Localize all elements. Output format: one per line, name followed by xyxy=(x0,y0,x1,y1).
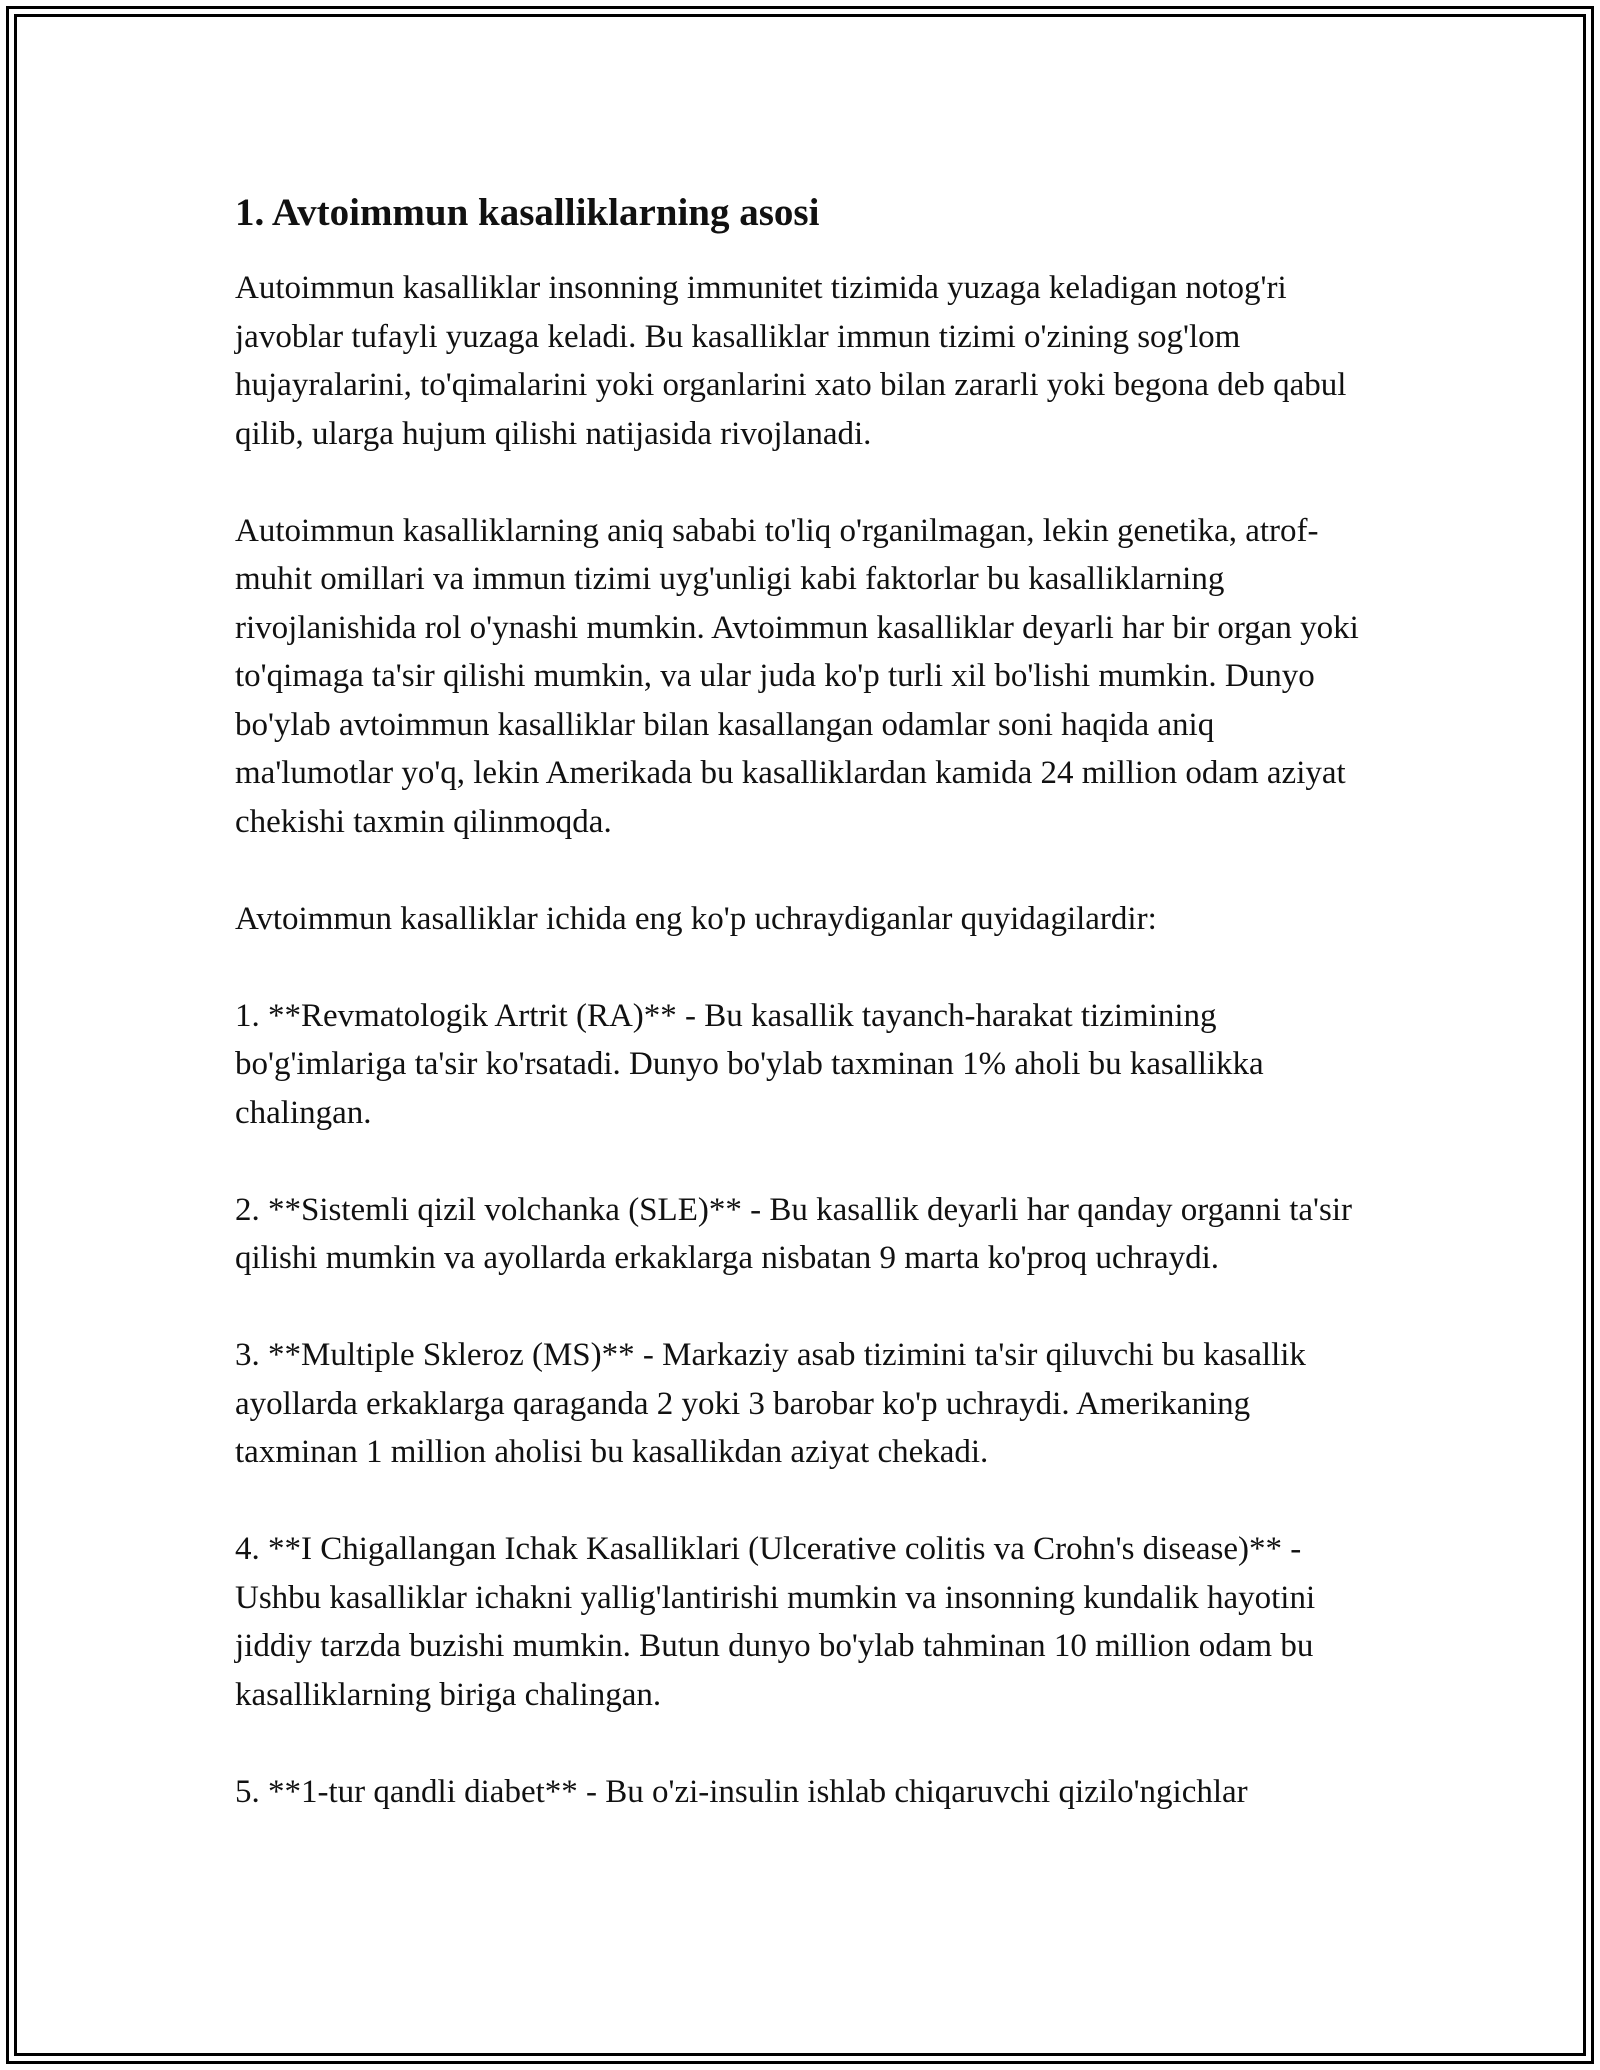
list-item-ra: 1. **Revmatologik Artrit (RA)** - Bu kasallik tayanch-harakat tizimining bo'g'imlariga ta'sir ko'rsatadi. Dunyo bo'ylab taxminan 1% aholi bu kasallikka chalingan. xyxy=(235,997,1264,1131)
paragraph-intro: Autoimmun kasalliklar insonning immunitet tizimida yuzaga keladigan notog'ri javoblar tufayli yuzaga keladi. Bu kasalliklar immun tizimi o'zining sog'lom hujayralarini, to'qimalarini yoki organlarini xato bilan zararli yoki begona deb qabul qilib, ularga hujum qilishi natijasida rivojlanadi. xyxy=(235,270,1347,452)
document-body xyxy=(235,188,1375,1816)
paragraph-list-intro: Avtoimmun kasalliklar ichida eng ko'p uchraydiganlar quyidagilardir: xyxy=(235,900,1157,937)
paragraph-causes: Autoimmun kasalliklarning aniq sababi to'liq o'rganilmagan, lekin genetika, atrof-muhit omillari va immun tizimi uyg'unligi kabi faktorlar bu kasalliklarning rivojlanishida rol o'ynashi mumkin. Avtoimmun kasalliklar deyarli har bir organ yoki to'qimaga ta'sir qilishi mumkin, va ular juda ko'p turli xil bo'lishi mumkin. Dunyo bo'ylab avtoimmun kasalliklar bilan kasallangan odamlar soni haqida aniq ma'lumotlar yo'q, lekin Amerikada bu kasalliklardan kamida 24 million odam aziyat chekishi taxmin qilinmoqda. xyxy=(235,512,1359,840)
page-title: 1. Avtoimmun kasalliklarning asosi xyxy=(235,191,820,234)
list-item-ms: 3. **Multiple Skleroz (MS)** - Markaziy asab tizimini ta'sir qiluvchi bu kasallik ayollarda erkaklarga qaraganda 2 yoki 3 barobar ko'p uchraydi. Amerikaning taxminan 1 million aholisi bu kasallikdan aziyat chekadi. xyxy=(235,1337,1306,1470)
list-item-sle: 2. **Sistemli qizil volchanka (SLE)** - Bu kasallik deyarli har qanday organni ta'sir qilishi mumkin va ayollarda erkaklarga nisbatan 9 marta ko'proq uchraydi. xyxy=(235,1191,1353,1276)
list-item-diabetes: 5. **1-tur qandli diabet** - Bu o'zi-insulin ishlab chiqaruvchi qizilo'ngichlar xyxy=(235,1773,1248,1810)
list-item-ibd: 4. **I Chigallangan Ichak Kasalliklari (Ulcerative colitis va Crohn's disease)** - Ushbu kasalliklar ichakni yallig'lantirishi mumkin va insonning kundalik hayotini jiddiy tarzda buzishi mumkin. Butun dunyo bo'ylab tahminan 10 million odam bu kasalliklarning biriga chalingan. xyxy=(235,1531,1316,1713)
